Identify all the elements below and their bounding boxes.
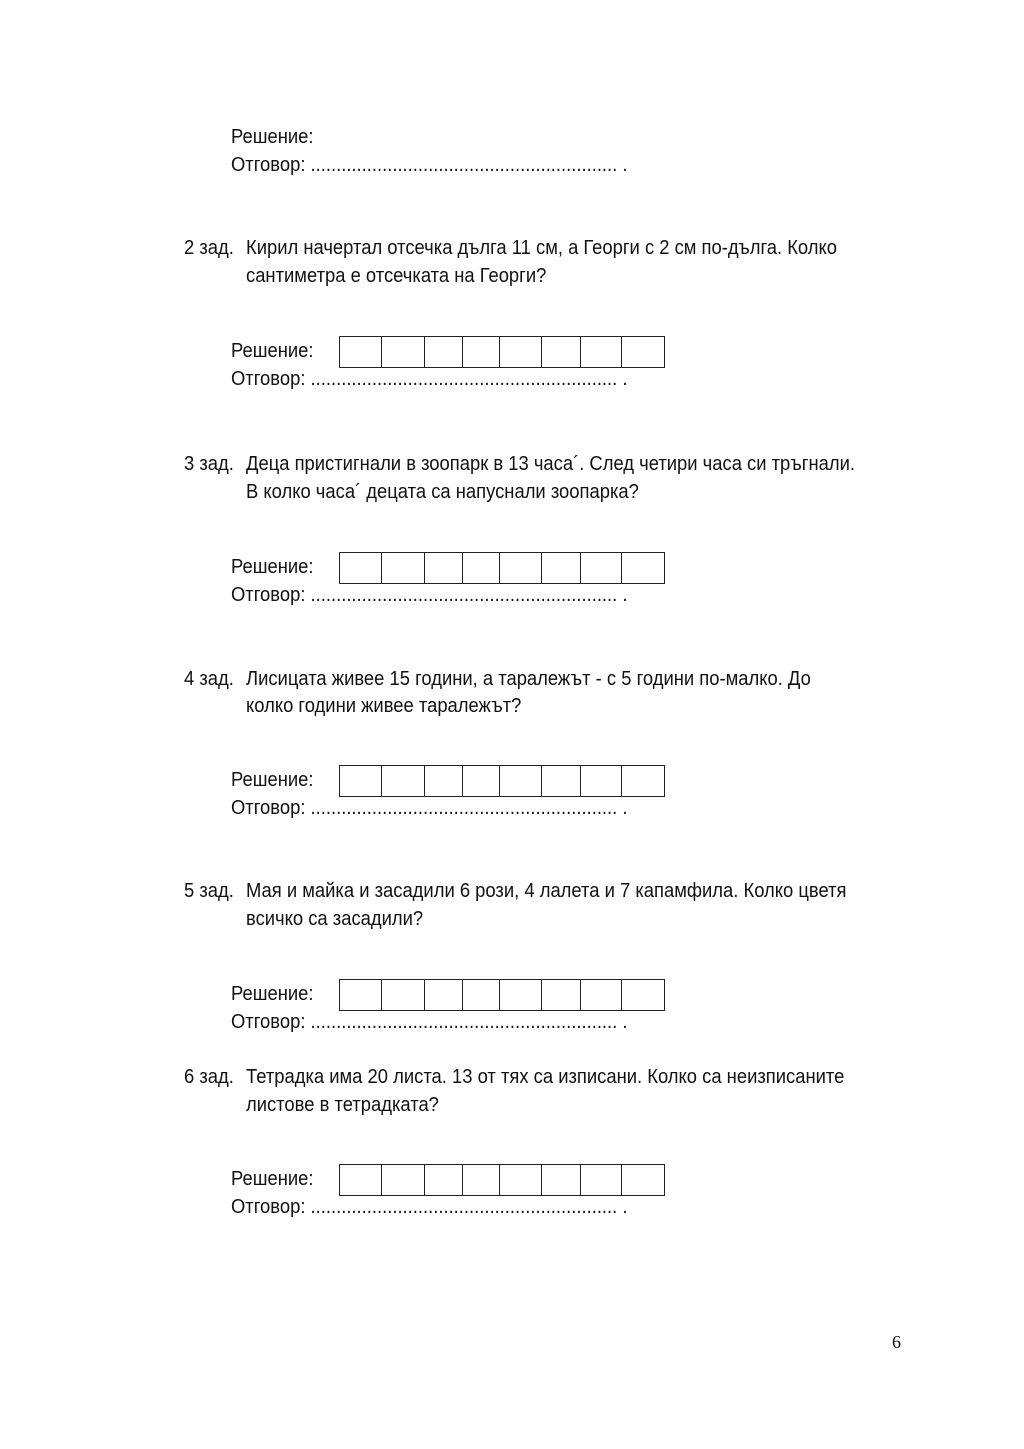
grid-cell[interactable]	[425, 337, 463, 367]
answer-line: Отговор: ............................................................ .	[231, 1011, 628, 1033]
grid-cell[interactable]	[500, 553, 542, 583]
grid-cell[interactable]	[542, 337, 581, 367]
grid-cell[interactable]	[622, 1165, 664, 1195]
task-text-line-2: сантиметра е отсечката на Георги?	[246, 265, 547, 287]
grid-cell[interactable]	[542, 553, 581, 583]
grid-cell[interactable]	[340, 337, 382, 367]
grid-cell[interactable]	[581, 337, 622, 367]
grid-cell[interactable]	[340, 1165, 382, 1195]
grid-cell[interactable]	[542, 980, 581, 1010]
task-number: 6 зад.	[184, 1066, 234, 1088]
task-text-line-2: колко години живее таралежът?	[246, 695, 522, 717]
task-text-line-1: Тетрадка има 20 листа. 13 от тях са изписани. Колко са неизписаните	[246, 1066, 845, 1088]
grid-cell[interactable]	[581, 980, 622, 1010]
grid-cell[interactable]	[463, 980, 500, 1010]
task-text-line-2: В колко часа´ децата са напуснали зоопарка?	[246, 481, 639, 503]
solution-label: Решение:	[231, 1168, 314, 1190]
grid-cell[interactable]	[500, 980, 542, 1010]
grid-cell[interactable]	[463, 553, 500, 583]
grid-cell[interactable]	[622, 553, 664, 583]
grid-cell[interactable]	[382, 766, 425, 796]
answer-line: Отговор: ............................................................ .	[231, 1196, 628, 1218]
grid-cell[interactable]	[425, 553, 463, 583]
task-text-line-1: Лисицата живее 15 години, а таралежът - с 5 години по-малко. До	[246, 668, 811, 690]
task-text-line-1: Кирил начертал отсечка дълга 11 см, а Георги с 2 см по-дълга. Колко	[246, 237, 837, 259]
task-number: 3 зад.	[184, 453, 234, 475]
task-number: 5 зад.	[184, 880, 234, 902]
answer-line: Отговор: ............................................................ .	[231, 797, 628, 819]
solution-grid[interactable]	[339, 979, 665, 1011]
grid-cell[interactable]	[542, 766, 581, 796]
task-number: 4 зад.	[184, 668, 234, 690]
task-number: 2 зад.	[184, 237, 234, 259]
grid-cell[interactable]	[425, 766, 463, 796]
solution-grid[interactable]	[339, 765, 665, 797]
answer-line: Отговор: ............................................................ .	[231, 584, 628, 606]
top-solution-label: Решение:	[231, 126, 314, 148]
answer-line: Отговор: ............................................................ .	[231, 368, 628, 390]
grid-cell[interactable]	[622, 766, 664, 796]
grid-cell[interactable]	[581, 766, 622, 796]
grid-cell[interactable]	[622, 337, 664, 367]
grid-cell[interactable]	[340, 766, 382, 796]
grid-cell[interactable]	[463, 337, 500, 367]
grid-cell[interactable]	[340, 553, 382, 583]
grid-cell[interactable]	[463, 1165, 500, 1195]
grid-cell[interactable]	[500, 766, 542, 796]
grid-cell[interactable]	[463, 766, 500, 796]
grid-cell[interactable]	[622, 980, 664, 1010]
solution-grid[interactable]	[339, 552, 665, 584]
task-text-line-2: листове в тетрадката?	[246, 1094, 439, 1116]
grid-cell[interactable]	[382, 553, 425, 583]
top-answer-line: Отговор: ............................................................ .	[231, 154, 628, 176]
grid-cell[interactable]	[500, 337, 542, 367]
grid-cell[interactable]	[500, 1165, 542, 1195]
grid-cell[interactable]	[382, 1165, 425, 1195]
solution-grid[interactable]	[339, 1164, 665, 1196]
grid-cell[interactable]	[581, 1165, 622, 1195]
solution-grid[interactable]	[339, 336, 665, 368]
solution-label: Решение:	[231, 340, 314, 362]
grid-cell[interactable]	[542, 1165, 581, 1195]
grid-cell[interactable]	[425, 980, 463, 1010]
page-number: 6	[892, 1332, 901, 1352]
task-text-line-1: Деца пристигнали в зоопарк в 13 часа´. След четири часа си тръгнали.	[246, 453, 856, 475]
grid-cell[interactable]	[382, 337, 425, 367]
grid-cell[interactable]	[581, 553, 622, 583]
solution-label: Решение:	[231, 983, 314, 1005]
solution-label: Решение:	[231, 769, 314, 791]
grid-cell[interactable]	[340, 980, 382, 1010]
grid-cell[interactable]	[382, 980, 425, 1010]
task-text-line-1: Мая и майка и засадили 6 рози, 4 лалета и 7 капамфила. Колко цветя	[246, 880, 847, 902]
task-text-line-2: всичко са засадили?	[246, 908, 424, 930]
grid-cell[interactable]	[425, 1165, 463, 1195]
solution-label: Решение:	[231, 556, 314, 578]
